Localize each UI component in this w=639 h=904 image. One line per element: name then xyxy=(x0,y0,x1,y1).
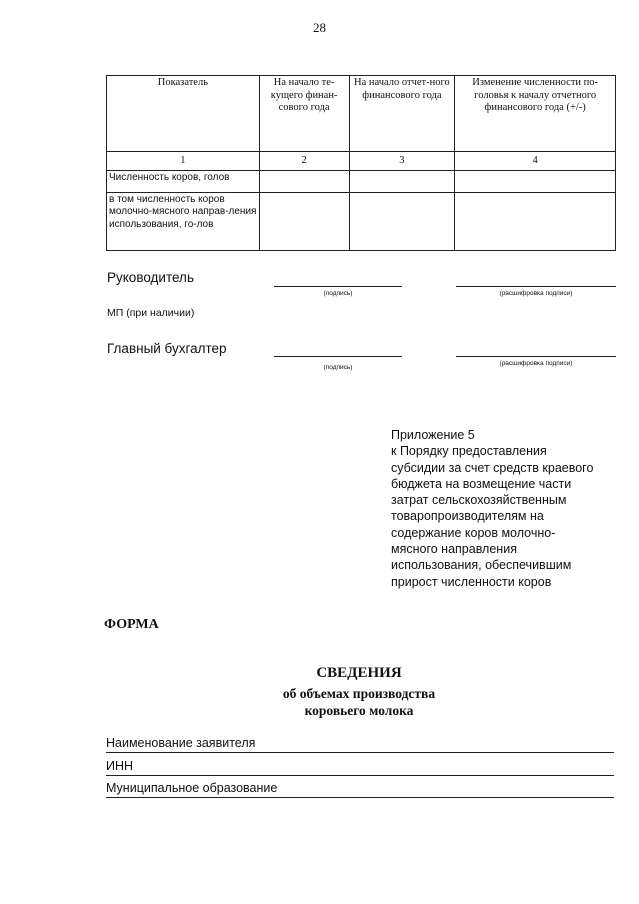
table-row xyxy=(107,192,616,250)
form-subtitle-line-2: коровьего молока xyxy=(304,703,414,718)
head-signature-line[interactable] xyxy=(274,286,402,287)
accountant-decoding-caption: (расшифровка подписи) xyxy=(499,360,573,367)
table-header-row xyxy=(107,76,616,152)
column-number-3: 3 xyxy=(349,152,455,171)
appendix-line: товаропроизводителям на xyxy=(391,509,544,524)
head-decoding-line[interactable] xyxy=(456,286,616,287)
accountant-decoding-line[interactable] xyxy=(456,356,616,357)
table-cell[interactable] xyxy=(455,170,616,192)
accountant-signature-caption: (подпись) xyxy=(323,364,353,371)
appendix-line: содержание коров молочно- xyxy=(391,525,556,540)
appendix-line: затрат сельскохозяйственным xyxy=(391,493,567,508)
appendix-line: использования, обеспечившим xyxy=(391,558,572,573)
appendix-line: бюджета на возмещение части xyxy=(391,476,572,491)
column-number-1: 1 xyxy=(107,152,260,171)
inn-field[interactable] xyxy=(106,759,614,776)
row-label-dairy-beef-cows: в том численность коров молочно-мясного направ-ления использования, го-лов xyxy=(107,192,260,250)
head-decoding-caption: (расшифровка подписи) xyxy=(499,290,573,297)
table-cell[interactable] xyxy=(349,170,455,192)
header-change: Изменение численности по-головья к началу отчетного финансового года (+/-) xyxy=(455,76,616,152)
column-number-2: 2 xyxy=(259,152,349,171)
head-signature-caption: (подпись) xyxy=(323,290,353,297)
header-current-year: На начало те-кущего финан-сового года xyxy=(259,76,349,152)
applicant-name-field[interactable] xyxy=(106,736,614,753)
table-number-row xyxy=(107,152,616,171)
appendix-line: к Порядку предоставления xyxy=(391,444,547,459)
page-number: 28 xyxy=(313,20,326,35)
chief-accountant-label: Главный бухгалтер xyxy=(107,341,227,356)
table-row xyxy=(107,170,616,192)
livestock-table xyxy=(106,75,616,251)
table-cell[interactable] xyxy=(259,192,349,250)
header-reporting-year: На начало отчет-ного финансового года xyxy=(349,76,455,152)
row-label-cows-total: Численность коров, голов xyxy=(107,170,260,192)
appendix-line: субсидии за счет средств краевого xyxy=(391,460,594,475)
municipality-label: Муниципальное образование xyxy=(106,781,278,795)
column-number-4: 4 xyxy=(455,152,616,171)
municipality-field[interactable] xyxy=(106,781,614,798)
table-cell[interactable] xyxy=(349,192,455,250)
form-subtitle-line-1: об объемах производства xyxy=(282,686,436,701)
table-cell[interactable] xyxy=(455,192,616,250)
head-label: Руководитель xyxy=(107,270,194,285)
inn-label: ИНН xyxy=(106,759,134,773)
form-label: ФОРМА xyxy=(104,617,159,632)
appendix-line: прирост численности коров xyxy=(391,574,552,589)
header-indicator: Показатель xyxy=(107,76,260,152)
applicant-name-label: Наименование заявителя xyxy=(106,736,256,750)
stamp-label: МП (при наличии) xyxy=(107,307,195,319)
accountant-signature-line[interactable] xyxy=(274,356,402,357)
appendix-line: мясного направления xyxy=(391,542,517,557)
appendix-note xyxy=(391,427,623,590)
form-title: СВЕДЕНИЯ xyxy=(316,665,402,681)
table-cell[interactable] xyxy=(259,170,349,192)
appendix-line: Приложение 5 xyxy=(391,428,475,442)
